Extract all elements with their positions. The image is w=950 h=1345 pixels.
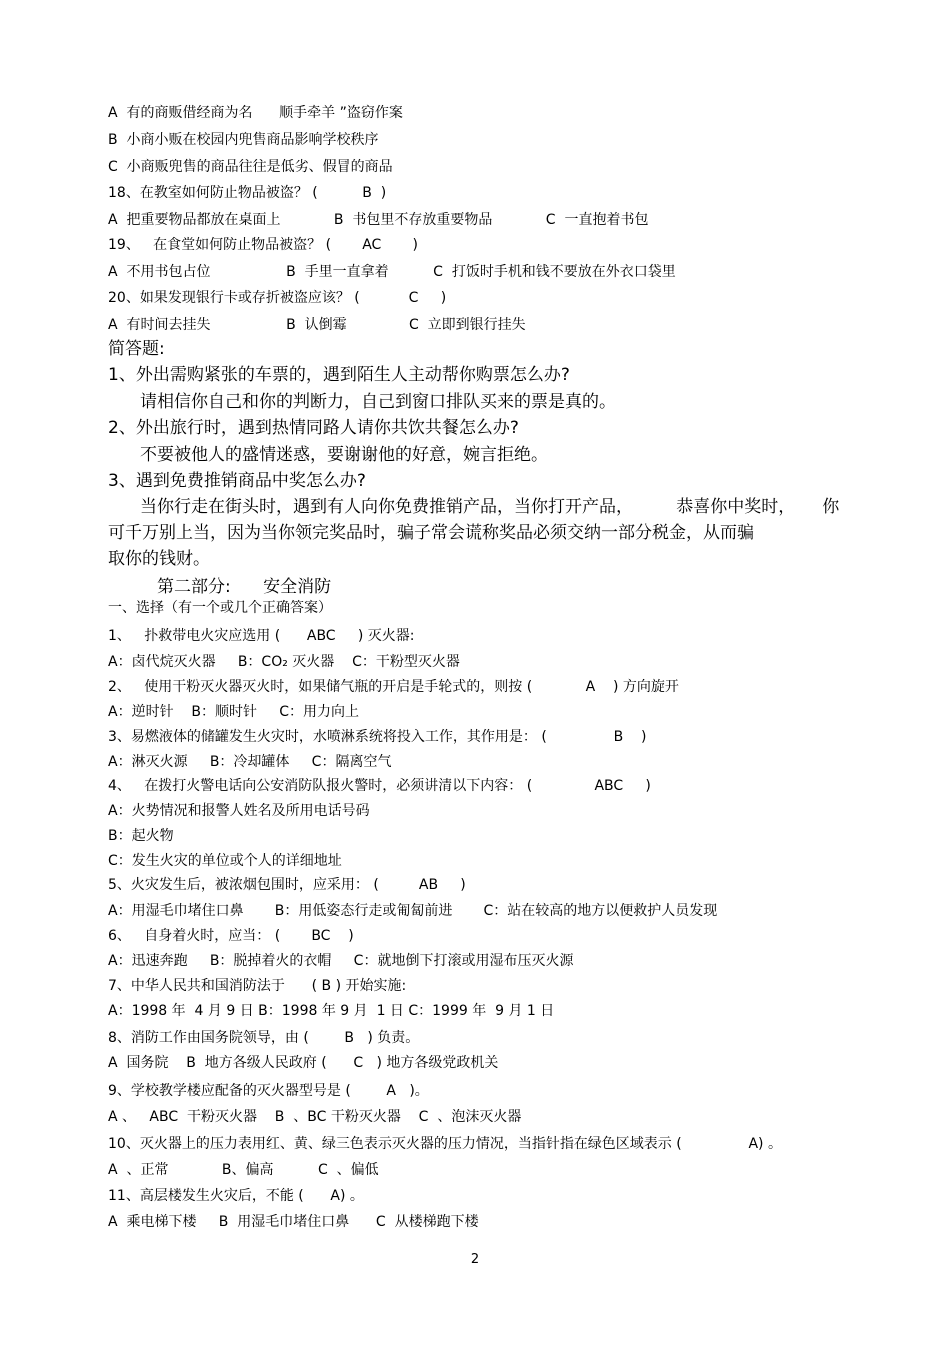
question-8: 8、消防工作由国务院领导，由 ( B ) 负责。 (108, 1030, 420, 1046)
question-3: 3、易燃液体的储罐发生火灾时，水喷淋系统将投入工作，其作用是： ( B ) (108, 729, 647, 745)
question-20: 20、如果发现银行卡或存折被盗应该？ ( C ) (108, 290, 447, 306)
short-answer-question-3: 3、遇到免费推销商品中奖怎么办? (108, 471, 366, 491)
option-line: A 不用书包占位 B 手里一直拿着 C 打饭时手机和钱不要放在外衣口袋里 (108, 264, 676, 280)
option-line: A 国务院 B 地方各级人民政府 ( C ) 地方各级党政机关 (108, 1055, 499, 1071)
option-line: C 小商贩兜售的商品往往是低劣、假冒的商品 (108, 159, 393, 175)
question-9: 9、学校教学楼应配备的灭火器型号是 ( A )。 (108, 1083, 429, 1099)
part-two-heading: 第二部分: 安全消防 (157, 577, 332, 597)
page-number: 2 (470, 1252, 480, 1267)
question-6: 6、 自身着火时，应当： ( BC ) (108, 928, 354, 944)
option-line: A 把重要物品都放在桌面上 B 书包里不存放重要物品 C 一直抱着书包 (108, 212, 649, 228)
choice-section-heading: 一、选择（有一个或几个正确答案） (108, 600, 332, 616)
short-answer-answer-1: 请相信你自己和你的判断力，自己到窗口排队买来的票是真的。 (140, 392, 616, 412)
option-line: A：迅速奔跑 B：脱掉着火的衣帽 C：就地倒下打滚或用湿布压灭火源 (108, 953, 574, 969)
question-4: 4、 在拨打火警电话向公安消防队报火警时，必须讲清以下内容： ( ABC ) (108, 778, 651, 794)
question-10: 10、灭火器上的压力表用红、黄、绿三色表示灭火器的压力情况，当指针指在绿色区域表示 ( A) 。 (108, 1136, 782, 1152)
short-answer-question-1: 1、外出需购紧张的车票的，遇到陌生人主动帮你购票怎么办? (108, 365, 570, 385)
question-1: 1、 扑救带电火灾应选用 ( ABC ) 灭火器: (108, 628, 415, 644)
section-heading-short-answer: 简答题: (108, 339, 165, 359)
short-answer-answer-3-cont: 取你的钱财。 (108, 549, 210, 569)
option-line: B 小商小贩在校园内兜售商品影响学校秩序 (108, 132, 379, 148)
option-line: B：起火物 (108, 828, 174, 844)
option-line: A：火势情况和报警人姓名及所用电话号码 (108, 803, 370, 819)
option-line: A 、正常 B、偏高 C 、偏低 (108, 1162, 379, 1178)
option-line: A：卤代烷灭火器 B：CO₂ 灭火器 C：干粉型灭火器 (108, 654, 460, 670)
question-18: 18、在教室如何防止物品被盗？ ( B ) (108, 185, 387, 201)
option-line: A：淋灭火源 B：冷却罐体 C：隔离空气 (108, 754, 392, 770)
option-line: C：发生火灾的单位或个人的详细地址 (108, 853, 342, 869)
short-answer-question-2: 2、外出旅行时，遇到热情同路人请你共饮共餐怎么办? (108, 418, 519, 438)
option-line: A 有的商贩借经商为名 顺手牵羊 ”盗窃作案 (108, 105, 403, 121)
question-11: 11、高层楼发生火灾后，不能 ( A) 。 (108, 1188, 364, 1204)
option-line: A 有时间去挂失 B 认倒霉 C 立即到银行挂失 (108, 317, 526, 333)
question-7: 7、中华人民共和国消防法于 ( B ) 开始实施: (108, 978, 407, 994)
option-line: A：逆时针 B：顺时针 C：用力向上 (108, 704, 360, 720)
option-line: A 、 ABC 干粉灭火器 B 、BC 干粉灭火器 C 、泡沫灭火器 (108, 1109, 522, 1125)
short-answer-answer-2: 不要被他人的盛情迷惑，要谢谢他的好意，婉言拒绝。 (140, 445, 548, 465)
short-answer-answer-3: 当你行走在街头时，遇到有人向你免费推销产品，当你打开产品， 恭喜你中奖时， 你 (140, 497, 840, 517)
question-2: 2、 使用干粉灭火器灭火时，如果储气瓶的开启是手轮式的，则按 ( A ) 方向旋开 (108, 679, 679, 695)
question-5: 5、火灾发生后，被浓烟包围时，应采用： ( AB ) (108, 877, 466, 893)
short-answer-answer-3-cont: 可千万别上当，因为当你领完奖品时，骗子常会谎称奖品必须交纳一部分税金，从而骗 (108, 523, 754, 543)
option-line: A：用湿毛巾堵住口鼻 B：用低姿态行走或匍匐前进 C：站在较高的地方以便救护人员发现 (108, 903, 718, 919)
question-19: 19、 在食堂如何防止物品被盗？ ( AC ) (108, 237, 418, 253)
option-line: A 乘电梯下楼 B 用湿毛巾堵住口鼻 C 从楼梯跑下楼 (108, 1214, 479, 1230)
option-line: A：1998 年 4 月 9 日 B：1998 年 9 月 1 日 C：1999 年 9 月 1 日 (108, 1003, 555, 1019)
